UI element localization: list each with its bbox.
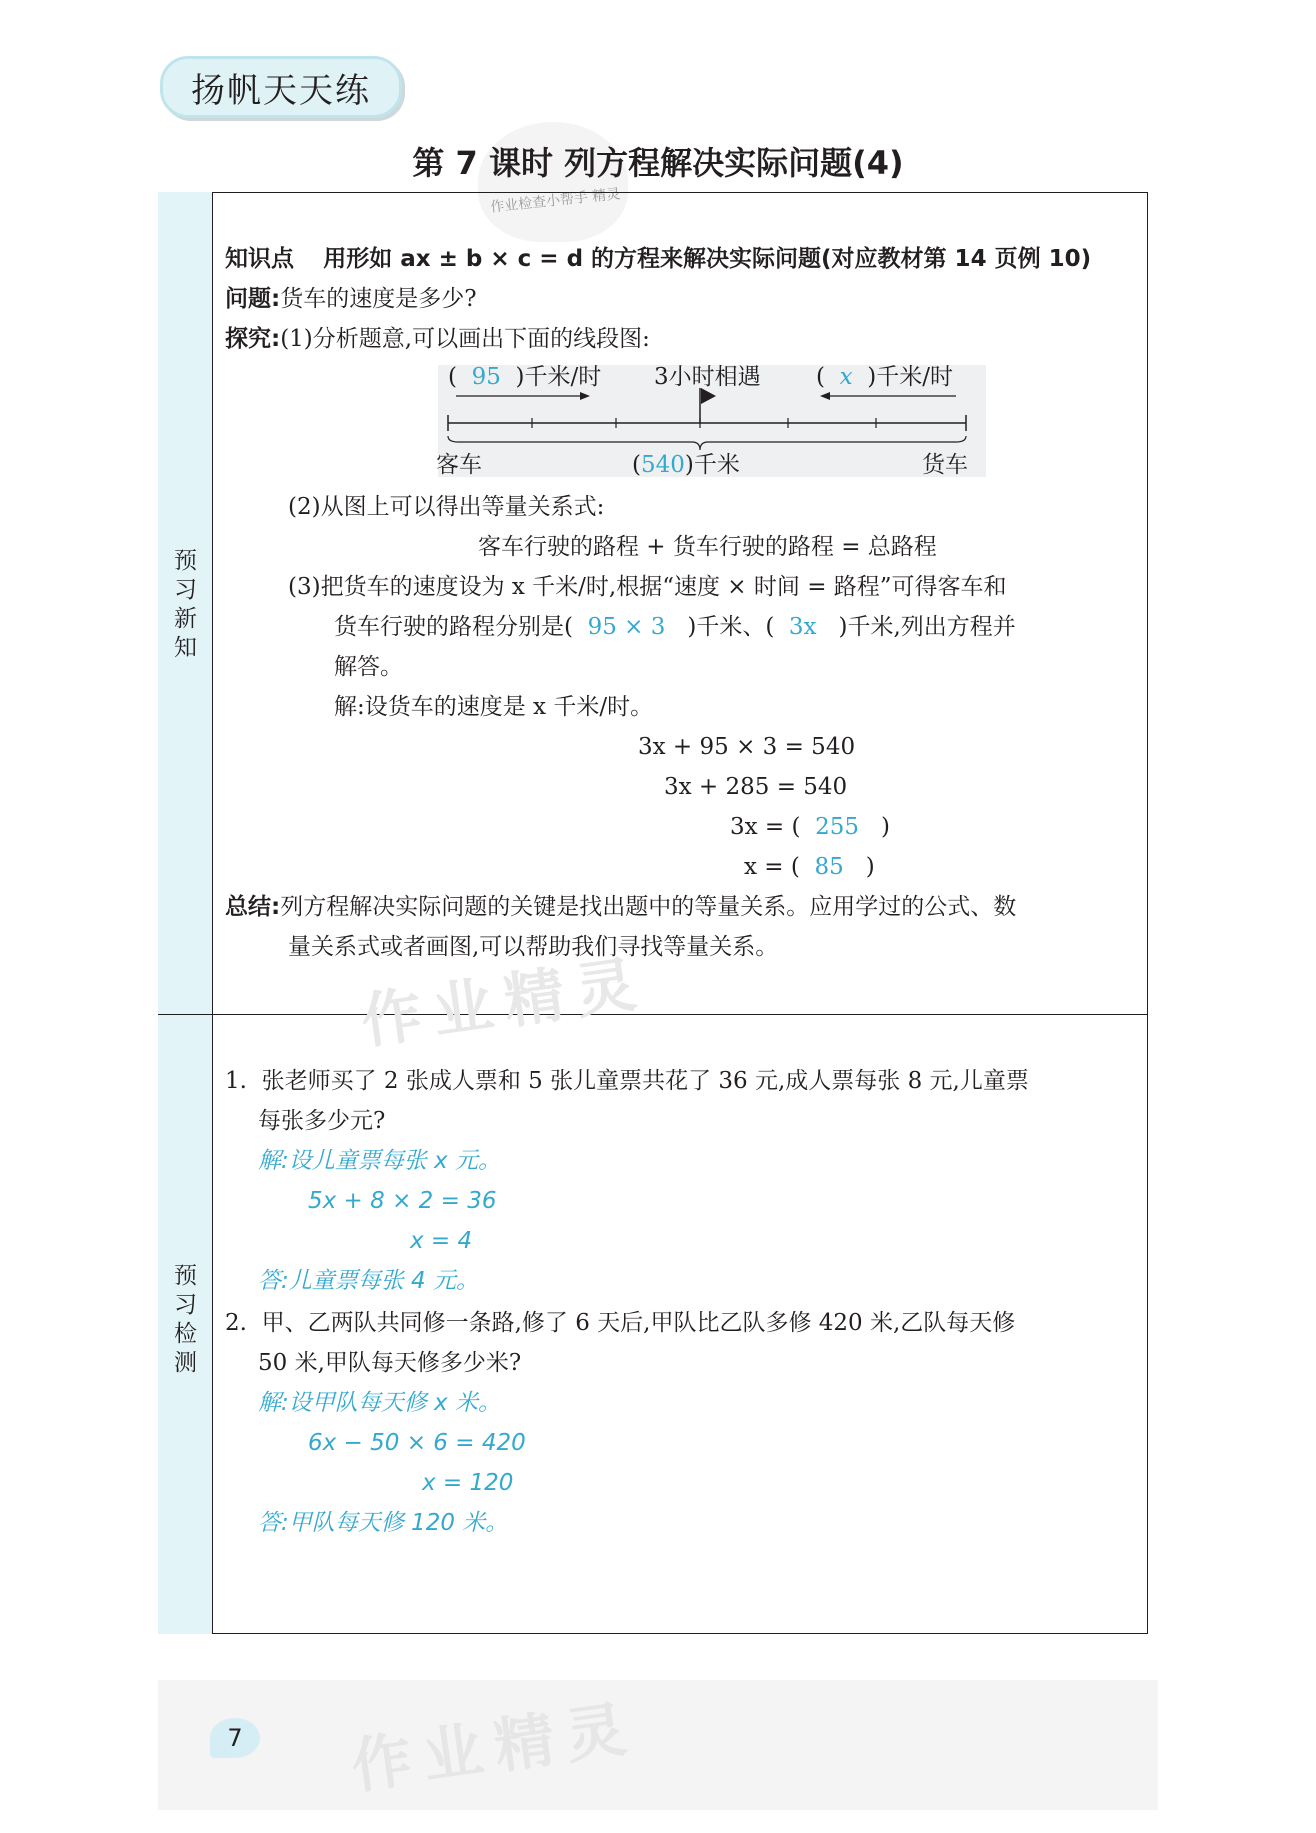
text: )千米,列出方程并 xyxy=(838,614,1016,640)
summary-line-a xyxy=(225,892,1016,922)
exercise-1-answer-1: 解:设儿童票每张 x 元。 xyxy=(258,1148,501,1174)
knowledge-text: 用形如 ax ± b × c = d 的方程来解决实际问题(对应教材第 14 页例 10) xyxy=(323,246,1092,272)
watermark: 作业精灵 xyxy=(357,948,653,1058)
arrow-right-icon xyxy=(580,392,590,400)
label-char: 知 xyxy=(174,635,197,661)
left-speed-answer: 95 xyxy=(471,364,501,390)
exercise-1-answer-4: 答:儿童票每张 4 元。 xyxy=(258,1268,480,1294)
label-char: 测 xyxy=(174,1350,197,1376)
step3-line-a: (3)把货车的速度设为 x 千米/时,根据“速度 × 时间 = 路程”可得客车和 xyxy=(288,574,1007,600)
equation-4 xyxy=(744,852,875,882)
text: x = ( xyxy=(744,854,800,880)
knowledge-label: 知识点 xyxy=(225,246,294,272)
summary-label: 总结: xyxy=(225,894,281,920)
exercise-2-line-b: 50 米,甲队每天修多少米? xyxy=(258,1350,522,1376)
arrow-left-icon xyxy=(820,392,830,400)
equation-4-answer: 85 xyxy=(814,854,844,880)
text: 货车行驶的路程分别是( xyxy=(334,614,573,640)
equation-3 xyxy=(730,812,890,842)
footer-watermark: 作业精灵 xyxy=(347,1693,643,1803)
exercise-number: 2. xyxy=(225,1310,247,1336)
section-label-preview xyxy=(158,547,213,663)
total-answer: 540 xyxy=(640,452,685,478)
total-brace xyxy=(448,436,966,450)
step1-text: (1)分析题意,可以画出下面的线段图: xyxy=(280,326,650,352)
label-char: 新 xyxy=(174,606,197,632)
section-label-check xyxy=(158,1262,213,1378)
unit: )千米 xyxy=(684,452,740,478)
knowledge-line xyxy=(225,244,1091,274)
unit: )千米/时 xyxy=(515,364,602,390)
question-text: 货车的速度是多少? xyxy=(280,286,477,312)
page-number: 7 xyxy=(210,1718,260,1758)
text: ) xyxy=(880,814,890,840)
explore-label: 探究: xyxy=(225,326,281,352)
equation-2: 3x + 285 = 540 xyxy=(664,774,848,800)
text: ) xyxy=(865,854,875,880)
section-sidebar-preview xyxy=(158,192,213,1015)
meet-label: 3小时相遇 xyxy=(654,364,761,390)
label-char: 预 xyxy=(174,548,197,574)
exercise-1-line-a xyxy=(225,1066,1029,1096)
section-divider xyxy=(158,1014,1148,1015)
step2-text: (2)从图上可以得出等量关系式: xyxy=(288,494,605,520)
step3-line-b xyxy=(334,612,1016,642)
label-char: 检 xyxy=(174,1321,197,1347)
right-speed-label xyxy=(816,362,953,392)
left-car-label: 客车 xyxy=(436,452,482,478)
exercise-1-answer-3: x = 4 xyxy=(410,1228,473,1254)
exercise-number: 1. xyxy=(225,1068,247,1094)
answer-blank-1: 95 × 3 xyxy=(587,614,666,640)
explore-line xyxy=(225,324,650,354)
relation-text: 客车行驶的路程 + 货车行驶的路程 = 总路程 xyxy=(478,534,937,560)
question-line xyxy=(225,284,477,314)
unit: )千米/时 xyxy=(867,364,953,390)
lesson-title: 第 7 课时 列方程解决实际问题(4) xyxy=(412,144,904,182)
exercise-2-answer-3: x = 120 xyxy=(422,1470,514,1496)
summary-text: 列方程解决实际问题的关键是找出题中的等量关系。应用学过的公式、数 xyxy=(280,894,1017,920)
equation-3-answer: 255 xyxy=(815,814,860,840)
text: 3x = ( xyxy=(730,814,801,840)
exercise-2-answer-1: 解:设甲队每天修 x 米。 xyxy=(258,1390,501,1416)
exercise-1-line-b: 每张多少元? xyxy=(258,1108,386,1134)
step3-line-c: 解答。 xyxy=(334,654,403,680)
text: )千米、( xyxy=(687,614,775,640)
right-car-label: 货车 xyxy=(922,452,968,478)
label-char: 习 xyxy=(174,1292,197,1318)
equation-1: 3x + 95 × 3 = 540 xyxy=(638,734,856,760)
left-speed-label xyxy=(448,362,601,392)
exercise-1-answer-2: 5x + 8 × 2 = 36 xyxy=(308,1188,497,1214)
exercise-2-answer-2: 6x − 50 × 6 = 420 xyxy=(308,1430,526,1456)
exercise-2-line-a xyxy=(225,1308,1015,1338)
answer-blank-2: 3x xyxy=(788,614,817,640)
stamp-text: 作业检查小帮手 精灵 xyxy=(489,186,622,216)
exercise-text: 张老师买了 2 张成人票和 5 张儿童票共花了 36 元,成人票每张 8 元,儿童票 xyxy=(261,1068,1029,1094)
exercise-2-answer-4: 答:甲队每天修 120 米。 xyxy=(258,1510,509,1536)
paren: ( xyxy=(632,452,641,478)
paren: ( xyxy=(816,364,825,390)
question-label: 问题: xyxy=(225,286,281,312)
paren: ( xyxy=(448,364,457,390)
solve-intro: 解:设货车的速度是 x 千米/时。 xyxy=(334,694,654,720)
series-badge: 扬帆天天练 xyxy=(160,56,402,118)
summary-line-b: 量关系式或者画图,可以帮助我们寻找等量关系。 xyxy=(288,934,779,960)
footer-band xyxy=(158,1680,1158,1810)
section-sidebar-check xyxy=(158,1015,213,1634)
label-char: 习 xyxy=(174,577,197,603)
total-label xyxy=(632,450,740,480)
right-speed-answer: x xyxy=(839,364,853,390)
exercise-text: 甲、乙两队共同修一条路,修了 6 天后,甲队比乙队多修 420 米,乙队每天修 xyxy=(261,1310,1016,1336)
label-char: 预 xyxy=(174,1263,197,1289)
